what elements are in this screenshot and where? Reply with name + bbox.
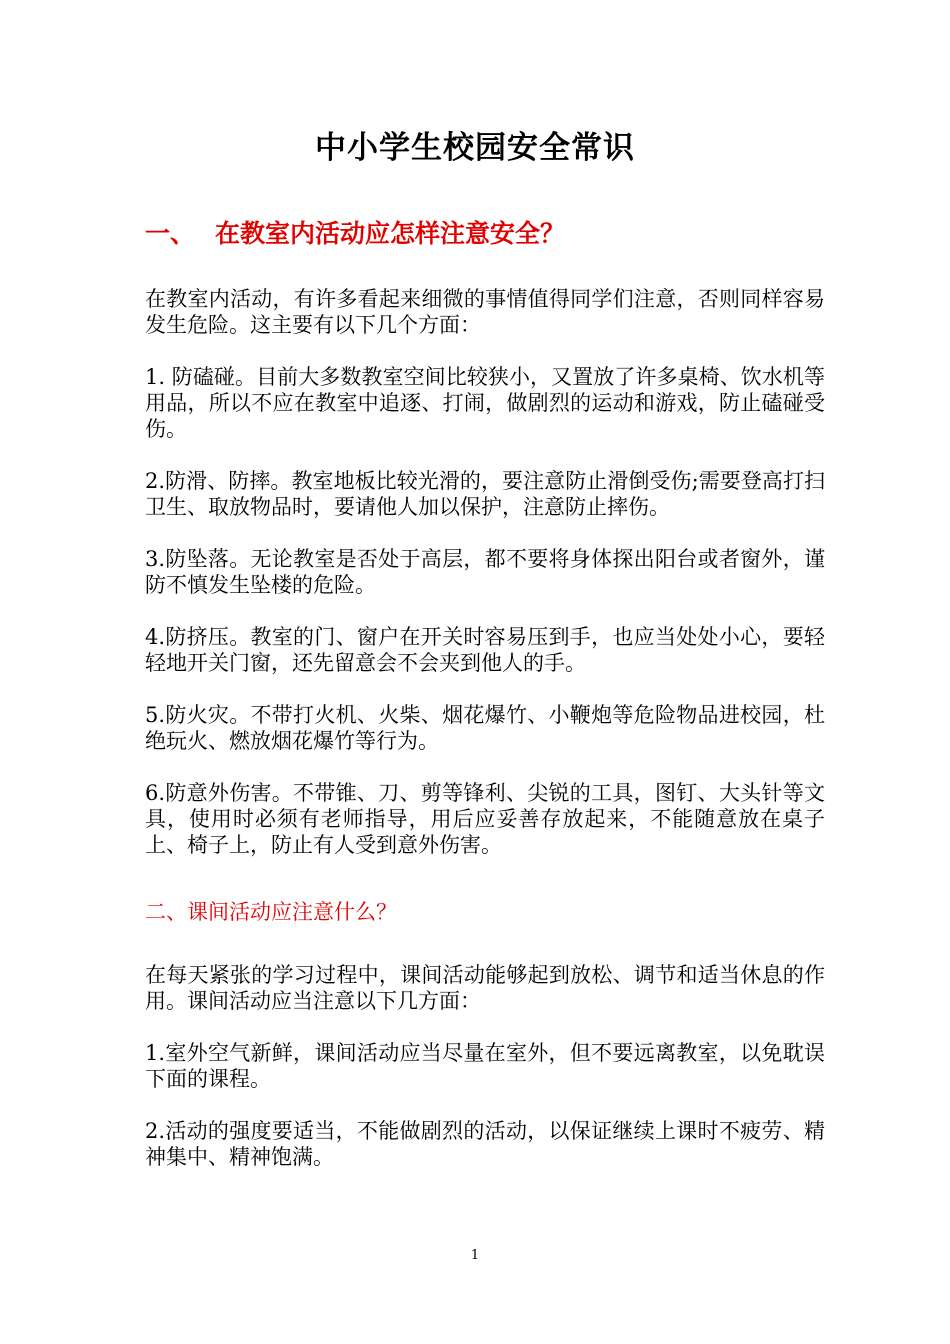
section-2-intro: 在每天紧张的学习过程中，课间活动能够起到放松、调节和适当休息的作用。课间活动应当注意以下几方面： <box>145 963 825 1013</box>
document-title: 中小学生校园安全常识 <box>315 130 635 166</box>
section-1-intro: 在教室内活动，有许多看起来细微的事情值得同学们注意，否则同样容易发生危险。这主要有以下几个方面： <box>145 287 825 337</box>
section-2-item: 2.活动的强度要适当，不能做剧烈的活动，以保证继续上课时不疲劳、精神集中、精神饱满。 <box>145 1119 825 1169</box>
section-1-number: 一、 <box>145 219 196 248</box>
section-1-item: 6.防意外伤害。不带锥、刀、剪等锋利、尖锐的工具，图钉、大头针等文具，使用时必须有老师指导，用后应妥善存放起来，不能随意放在桌子上、椅子上，防止有人受到意外伤害。 <box>145 781 825 857</box>
section-1-item: 2.防滑、防摔。教室地板比较光滑的，要注意防止滑倒受伤;需要登高打扫卫生、取放物品时，要请他人加以保护，注意防止摔伤。 <box>145 469 825 519</box>
section-2-heading: 二、课间活动应注意什么？ <box>145 900 397 924</box>
section-2-item: 1.室外空气新鲜，课间活动应当尽量在室外，但不要远离教室，以免耽误下面的课程。 <box>145 1041 825 1091</box>
section-1-heading-text: 在教室内活动应怎样注意安全？ <box>215 219 566 248</box>
section-1-item: 1. 防磕碰。目前大多数教室空间比较狭小，又置放了许多桌椅、饮水机等用品，所以不应在教室中追逐、打闹，做剧烈的运动和游戏，防止磕碰受伤。 <box>145 365 825 441</box>
section-1-heading <box>145 216 565 252</box>
section-1-item: 4.防挤压。教室的门、窗户在开关时容易压到手，也应当处处小心，要轻轻地开关门窗，还先留意会不会夹到他人的手。 <box>145 625 825 675</box>
page-number: 1 <box>470 1248 480 1263</box>
section-1-item: 3.防坠落。无论教室是否处于高层，都不要将身体探出阳台或者窗外，谨防不慎发生坠楼的危险。 <box>145 547 825 597</box>
section-1-item: 5.防火灾。不带打火机、火柴、烟花爆竹、小鞭炮等危险物品进校园，杜绝玩火、燃放烟花爆竹等行为。 <box>145 703 825 753</box>
